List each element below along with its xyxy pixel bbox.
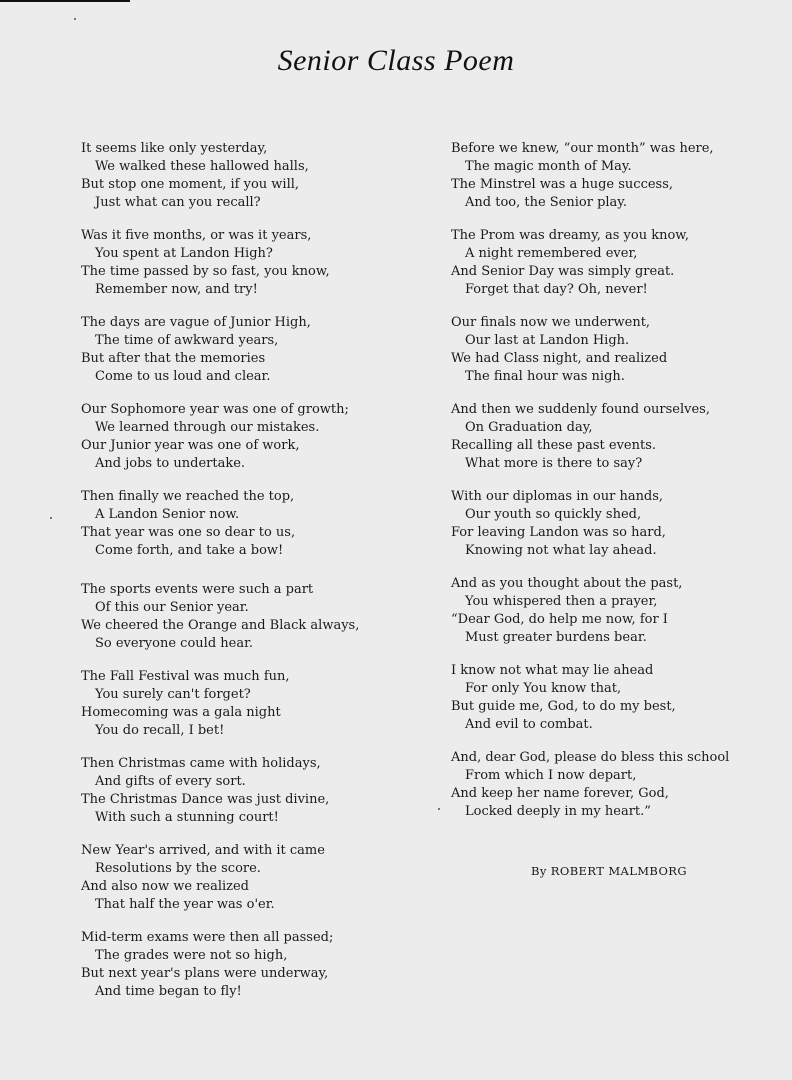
poem-line: On Graduation day, bbox=[465, 420, 593, 435]
poem-line: And as you thought about the past, bbox=[451, 576, 683, 591]
poem-line: Our last at Landon High. bbox=[465, 333, 630, 348]
poem-line: You do recall, I bet! bbox=[95, 723, 225, 738]
poem-line: Forget that day? Oh, never! bbox=[465, 282, 648, 297]
poem-line: Our Sophomore year was one of growth; bbox=[81, 402, 349, 417]
print-speck bbox=[50, 517, 52, 519]
poem-line: The days are vague of Junior High, bbox=[81, 315, 311, 330]
poem-line: And evil to combat. bbox=[465, 717, 593, 732]
poem-line: A night remembered ever, bbox=[465, 246, 638, 261]
poem-line: Recalling all these past events. bbox=[451, 438, 657, 453]
poem-line: Of this our Senior year. bbox=[95, 600, 249, 615]
stanza bbox=[451, 488, 761, 560]
poem-line: That year was one so dear to us, bbox=[81, 525, 296, 540]
stanza bbox=[81, 929, 411, 1001]
poem-line: Before we knew, “our month” was here, bbox=[451, 141, 714, 156]
poem-line: You spent at Landon High? bbox=[95, 246, 273, 261]
poem-line: Our youth so quickly shed, bbox=[465, 507, 642, 522]
poem-line: But guide me, God, to do my best, bbox=[451, 699, 676, 714]
poem-line: The Christmas Dance was just divine, bbox=[81, 792, 330, 807]
poem-line: Our finals now we underwent, bbox=[451, 315, 651, 330]
poem-line: Must greater burdens bear. bbox=[465, 630, 647, 645]
poem-line: So everyone could hear. bbox=[95, 636, 254, 651]
poem-line: Locked deeply in my heart.” bbox=[465, 804, 651, 819]
poem-line: “Dear God, do help me now, for I bbox=[451, 612, 668, 627]
poem-line: What more is there to say? bbox=[465, 456, 643, 471]
poem-line: The Fall Festival was much fun, bbox=[81, 669, 290, 684]
poem-line: And, dear God, please do bless this school bbox=[451, 750, 730, 765]
poem-line: The sports events were such a part bbox=[81, 582, 314, 597]
poem-line: Come to us loud and clear. bbox=[95, 369, 271, 384]
poem-line: We had Class night, and realized bbox=[451, 351, 668, 366]
poem-line: The Minstrel was a huge success, bbox=[451, 177, 674, 192]
stanza bbox=[451, 314, 761, 386]
poem-line: Resolutions by the score. bbox=[95, 861, 261, 876]
stanza bbox=[81, 401, 411, 473]
poem-line: Homecoming was a gala night bbox=[81, 705, 281, 720]
poem-line: And jobs to undertake. bbox=[95, 456, 246, 471]
poem-line: And time began to fly! bbox=[95, 984, 242, 999]
poem-line: The time of awkward years, bbox=[95, 333, 279, 348]
poem-line: We cheered the Orange and Black always, bbox=[81, 618, 360, 633]
poem-line: Knowing not what lay ahead. bbox=[465, 543, 657, 558]
print-speck bbox=[74, 18, 76, 20]
poem-line: For leaving Landon was so hard, bbox=[451, 525, 666, 540]
poem-line: With our diplomas in our hands, bbox=[451, 489, 664, 504]
left-column bbox=[81, 140, 411, 1016]
poem-line: We learned through our mistakes. bbox=[95, 420, 320, 435]
poem-line: Then finally we reached the top, bbox=[81, 489, 295, 504]
stanza bbox=[451, 401, 761, 473]
stanza bbox=[81, 755, 411, 827]
poem-line: With such a stunning court! bbox=[95, 810, 279, 825]
poem-line: But next year's plans were underway, bbox=[81, 966, 329, 981]
poem-line: And too, the Senior play. bbox=[465, 195, 628, 210]
poem-line: But after that the memories bbox=[81, 351, 266, 366]
poem-line: We walked these hallowed halls, bbox=[95, 159, 309, 174]
poem-line: That half the year was o'er. bbox=[95, 897, 275, 912]
poem-line: You surely can't forget? bbox=[95, 687, 251, 702]
poem-line: Was it five months, or was it years, bbox=[81, 228, 312, 243]
poem-line: The Prom was dreamy, as you know, bbox=[451, 228, 690, 243]
stanza bbox=[451, 575, 761, 647]
poem-line: And keep her name forever, God, bbox=[451, 786, 669, 801]
poem-line: A Landon Senior now. bbox=[95, 507, 240, 522]
poem-line: And then we suddenly found ourselves, bbox=[451, 402, 710, 417]
poem-line: The grades were not so high, bbox=[95, 948, 288, 963]
poem-line: Then Christmas came with holidays, bbox=[81, 756, 321, 771]
poem-line: But stop one moment, if you will, bbox=[81, 177, 300, 192]
poem-line: Mid-term exams were then all passed; bbox=[81, 930, 334, 945]
print-speck bbox=[438, 808, 440, 810]
poem-line: Come forth, and take a bow! bbox=[95, 543, 284, 558]
poem-line: And gifts of every sort. bbox=[95, 774, 246, 789]
stanza bbox=[451, 227, 761, 299]
stanza bbox=[81, 227, 411, 299]
stanza bbox=[451, 140, 761, 212]
stanza bbox=[451, 749, 761, 821]
poem-line: For only You know that, bbox=[465, 681, 622, 696]
poem-line: Just what can you recall? bbox=[95, 195, 261, 210]
poem-line: It seems like only yesterday, bbox=[81, 141, 268, 156]
stanza bbox=[81, 140, 411, 212]
stanza bbox=[81, 668, 411, 740]
stanza bbox=[81, 314, 411, 386]
author-byline: By ROBERT MALMBORG bbox=[531, 864, 687, 878]
poem-line: The magic month of May. bbox=[465, 159, 632, 174]
poem-line: From which I now depart, bbox=[465, 768, 637, 783]
stanza bbox=[451, 662, 761, 734]
stanza bbox=[81, 488, 411, 560]
poem-line: You whispered then a prayer, bbox=[465, 594, 658, 609]
stanza bbox=[81, 842, 411, 914]
poem-line: And Senior Day was simply great. bbox=[451, 264, 675, 279]
poem-line: The time passed by so fast, you know, bbox=[81, 264, 330, 279]
poem-line: And also now we realized bbox=[81, 879, 250, 894]
poem-line: Remember now, and try! bbox=[95, 282, 258, 297]
poem-line: I know not what may lie ahead bbox=[451, 663, 654, 678]
stanza bbox=[81, 581, 411, 653]
top-rule bbox=[0, 0, 130, 2]
page-title: Senior Class Poem bbox=[277, 44, 515, 77]
poem-line: Our Junior year was one of work, bbox=[81, 438, 300, 453]
poem-line: The final hour was nigh. bbox=[465, 369, 625, 384]
right-column bbox=[451, 140, 761, 836]
poem-line: New Year's arrived, and with it came bbox=[81, 843, 325, 858]
